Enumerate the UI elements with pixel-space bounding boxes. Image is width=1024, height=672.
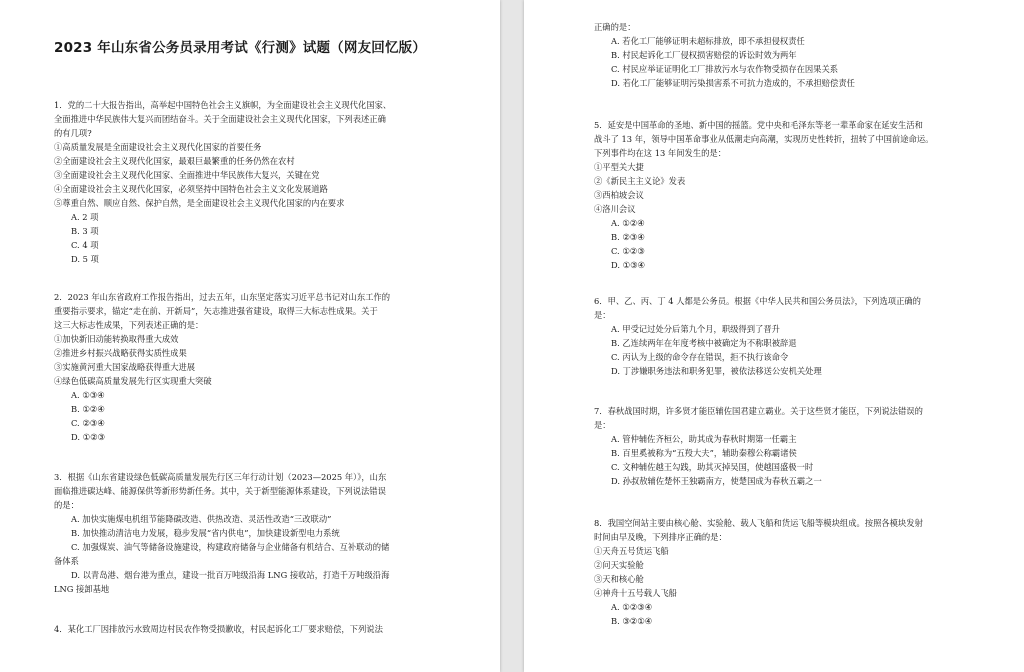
- answer-option: A. 甲受记过处分后第九个月，职级得到了晋升: [611, 324, 780, 334]
- statement-item: ①高质量发展是全面建设社会主义现代化国家的首要任务: [54, 142, 262, 152]
- question-stem: 这三大标志性成果，下列表述正确的是：: [54, 320, 204, 330]
- statement-item: ②问天实验舱: [594, 560, 644, 570]
- question-stem: 是：: [594, 310, 611, 320]
- statement-item: ①天舟五号货运飞船: [594, 546, 669, 556]
- statement-item: ③西柏坡会议: [594, 190, 644, 200]
- question-7: [594, 404, 966, 488]
- answer-option: D. 若化工厂能够证明污染损害系不可抗力造成的，不承担赔偿责任: [611, 78, 855, 88]
- question-8: [594, 516, 966, 628]
- question-6: [594, 294, 966, 378]
- answer-option: B. 百里奚被称为“五羖大夫”，辅助秦穆公称霸诸侯: [611, 448, 797, 458]
- question-stem: 4．某化工厂因排放污水致周边村民农作物受损歉收，村民起诉化工厂要求赔偿，下列说法: [54, 624, 383, 634]
- question-1: [54, 98, 426, 266]
- answer-option: D. ①②③: [71, 432, 105, 442]
- statement-item: ④全面建设社会主义现代化国家，必须坚持中国特色社会主义文化发展道路: [54, 184, 328, 194]
- question-stem: 2．2023 年山东省政府工作报告指出，过去五年，山东坚定落实习近平总书记对山东工作的: [54, 292, 391, 302]
- question-3: [54, 470, 426, 596]
- statement-item: ②《新民主主义论》发表: [594, 176, 686, 186]
- answer-option: D. 5 项: [71, 254, 99, 264]
- answer-option-continued: LNG 接卸基地: [54, 584, 110, 594]
- answer-option: A. ①②④: [611, 218, 645, 228]
- question-stem: 的是：: [54, 500, 79, 510]
- statement-item: ②推进乡村振兴战略获得实质性成果: [54, 348, 187, 358]
- question-stem: 面临推进碳达峰、能源保供等新形势新任务。其中，关于新型能源体系建设，下列说法错误: [54, 486, 386, 496]
- question-stem: 5．延安是中国革命的圣地、新中国的摇篮。党中央和毛泽东等老一辈革命家在延安生活和: [594, 120, 923, 130]
- answer-option: A. 管仲辅佐齐桓公，助其成为春秋时期第一任霸主: [611, 434, 797, 444]
- answer-option: D. ①③④: [611, 260, 645, 270]
- question-stem: 战斗了 13 年，领导中国革命事业从低潮走向高潮，实现历史性转折，扭转了中国前途命运。: [594, 134, 934, 144]
- answer-option: A. 加快实施煤电机组节能降碳改造、供热改造、灵活性改造“三改联动”: [71, 514, 332, 524]
- question-stem: 3．根据《山东省建设绿色低碳高质量发展先行区三年行动计划（2023—2025 年）》，山东: [54, 472, 387, 482]
- question-stem: 8．我国空间站主要由核心舱、实验舱、载人飞船和货运飞船等模块组成。按照各模块发射: [594, 518, 923, 528]
- statement-item: ④洛川会议: [594, 204, 636, 214]
- question-4-continued: [594, 20, 966, 90]
- question-stem: 7．春秋战国时期，许多贤才能臣辅佐国君建立霸业。关于这些贤才能臣，下列说法错误的: [594, 406, 923, 416]
- statement-item: ①平型关大捷: [594, 162, 644, 172]
- question-stem: 1．党的二十大报告指出，高举起中国特色社会主义旗帜，为全面建设社会主义现代化国家、: [54, 100, 392, 110]
- question-stem: 是：: [594, 420, 611, 430]
- answer-option: C. ①②③: [611, 246, 645, 256]
- answer-option: B. 加快推动清洁电力发展，稳步发展“省内供电”，加快建设新型电力系统: [71, 528, 340, 538]
- answer-option: C. 丙认为上级的命令存在错误，拒不执行该命令: [611, 352, 789, 362]
- question-stem: 的有几项?: [54, 128, 92, 138]
- answer-option: C. 加强煤炭、油气等储备设施建设，构建政府储备与企业储备有机结合、互补联动的储: [71, 542, 390, 552]
- answer-option: B. ①②④: [71, 404, 105, 414]
- answer-option: B. ③②①④: [611, 616, 653, 626]
- answer-option: C. ②③④: [71, 418, 105, 428]
- answer-option: B. 村民起诉化工厂侵权损害赔偿的诉讼时效为两年: [611, 50, 797, 60]
- question-stem: 6．甲、乙、丙、丁 4 人都是公务员。根据《中华人民共和国公务员法》，下列选项正确的: [594, 296, 921, 306]
- answer-option: A. 2 项: [71, 212, 99, 222]
- answer-option: C. 4 项: [71, 240, 99, 250]
- question-4: [54, 622, 426, 636]
- answer-option: A. ①②③④: [611, 602, 653, 612]
- question-stem: 全面推进中华民族伟大复兴而团结奋斗。关于全面建设社会主义现代化国家，下列表述正确: [54, 114, 386, 124]
- statement-item: ①加快新旧动能转换取得重大成效: [54, 334, 179, 344]
- statement-item: ③实施黄河重大国家战略获得重大进展: [54, 362, 196, 372]
- answer-option: A. 若化工厂能够证明未超标排放，即不承担侵权责任: [611, 36, 805, 46]
- question-5: [594, 118, 966, 272]
- document-page-right: [524, 0, 1024, 672]
- answer-option: B. 乙连续两年在年度考核中被确定为不称职被辞退: [611, 338, 797, 348]
- answer-option: C. 文种辅佐越王勾践，助其灭掉吴国，使越国盛极一时: [611, 462, 814, 472]
- statement-item: ②全面建设社会主义现代化国家，最艰巨最繁重的任务仍然在农村: [54, 156, 295, 166]
- question-stem: 正确的是：: [594, 22, 636, 32]
- statement-item: ③全面建设社会主义现代化国家、全面推进中华民族伟大复兴，关键在党: [54, 170, 320, 180]
- question-stem: 重要指示要求，锚定“走在前、开新局”，矢志推进强省建设，取得三大标志性成果。关于: [54, 306, 378, 316]
- answer-option: D. 丁涉嫌职务违法和职务犯罪，被依法移送公安机关处理: [611, 366, 822, 376]
- question-stem: 下列事件均在这 13 年间发生的是：: [594, 148, 726, 158]
- answer-option: A. ①③④: [71, 390, 105, 400]
- answer-option: D. 以青岛港、烟台港为重点，建设一批百万吨级沿海 LNG 接收站，打造千万吨级沿海: [71, 570, 390, 580]
- document-page-left: [0, 0, 500, 672]
- document-title: 2023 年山东省公务员录用考试《行测》试题（网友回忆版）: [54, 40, 427, 56]
- statement-item: ④绿色低碳高质量发展先行区实现重大突破: [54, 376, 212, 386]
- question-stem: 时间由早及晚，下列排序正确的是：: [594, 532, 727, 542]
- question-2: [54, 290, 426, 444]
- answer-option: C. 村民应举证证明化工厂排放污水与农作物受损存在因果关系: [611, 64, 839, 74]
- statement-item: ⑤尊重自然、顺应自然、保护自然，是全面建设社会主义现代化国家的内在要求: [54, 198, 345, 208]
- answer-option-continued: 备体系: [54, 556, 79, 566]
- answer-option: B. ②③④: [611, 232, 645, 242]
- answer-option: D. 孙叔敖辅佐楚怀王独霸南方，使楚国成为春秋五霸之一: [611, 476, 822, 486]
- statement-item: ③天和核心舱: [594, 574, 644, 584]
- statement-item: ④神舟十五号载人飞船: [594, 588, 677, 598]
- answer-option: B. 3 项: [71, 226, 99, 236]
